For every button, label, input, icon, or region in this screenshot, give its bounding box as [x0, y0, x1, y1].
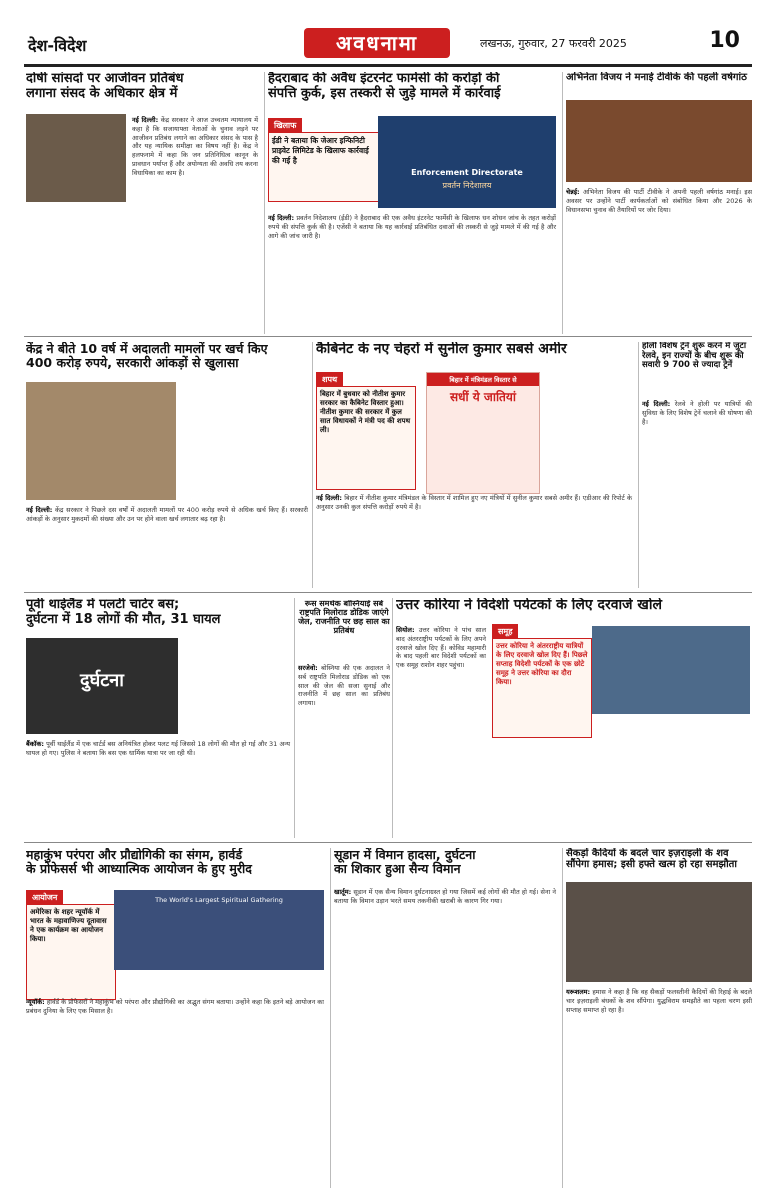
accident-photo: [26, 638, 178, 734]
story-dateline: सरजेवो:: [298, 664, 318, 672]
event-photo: [114, 890, 324, 970]
story-body: हार्वर्ड के प्रोफेसरों ने महाकुंभ को परंपरा और प्रौद्योगिकी का अद्भुत संगम बताया। उन्होंने कहा कि इतने बड़े आयोजन का प्रबंधन दुनिया के लिए एक मिसाल है।: [26, 998, 324, 1015]
headline: कैबिनेट के नए चेहरों में सुनील कुमार सबसे अमीर: [316, 342, 567, 357]
section-rule: [24, 592, 752, 593]
page-number: 10: [709, 28, 740, 53]
story-callout: ईडी ने बताया कि जेआर इन्फिनिटी प्राइवेट लिमिटेड के खिलाफ कार्रवाई की गई है: [268, 132, 380, 202]
column-divider: [562, 848, 563, 1188]
story-body: सूडान में एक सैन्य विमान दुर्घटनाग्रस्त हो गया जिसमें कई लोगों की मौत हो गई। सेना ने बताया कि विमान उड़ान भरते समय तकनीकी खराबी के कारण गिर गया।: [334, 888, 556, 905]
story-tag: शपथ: [316, 372, 343, 387]
table-subtitle: सधीं ये जातियां: [450, 390, 516, 404]
story-court-expenses: [26, 342, 310, 588]
story-dateline: न्यूयॉर्क:: [26, 998, 45, 1006]
headline: अभिनेता विजय ने मनाई टीवीके की पहली वर्षगांठ: [566, 72, 747, 83]
photo-label-hindi: प्रवर्तन निदेशालय: [442, 181, 492, 190]
headline-line-2: संपत्ति कुर्क, इस तस्करी से जुड़े मामले में कार्रवाई: [268, 85, 501, 101]
headline-line-1: सूडान में विमान हादसा, दुर्घटना: [334, 848, 476, 862]
story-body: हमास ने कहा है कि वह सैकड़ों फलस्तीनी कैदियों की रिहाई के बदले चार इज़राइली बंधकों के शव सौंपेगा। युद्धविराम समझौते का पहला चरण इसी सप्ताह समाप्त हो रहा है।: [566, 988, 752, 1014]
ed-office-photo: [378, 116, 556, 208]
story-dateline: नई दिल्ली:: [132, 116, 159, 124]
story-tag: खिलाफ: [268, 118, 302, 133]
story-body: बिहार में नीतीश कुमार मंत्रिमंडल के विस्तार में शामिल हुए नए मंत्रियों में सुनील कुमार सबसे अमीर हैं। एडीआर की रिपोर्ट के अनुसार उनकी कुल संपत्ति करोड़ों रुपये में है।: [316, 494, 633, 511]
story-callout: बिहार में बुधवार को नीतीश कुमार सरकार का कैबिनेट विस्तार हुआ। नीतीश कुमार की सरकार में कुल सात विधायकों ने मंत्री पद की शपथ ली।: [316, 386, 416, 490]
story-tag: आयोजन: [26, 890, 63, 905]
column-divider: [312, 342, 313, 588]
story-body: रेलवे ने होली पर यात्रियों की सुविधा के लिए विशेष ट्रेनें चलाने की घोषणा की है।: [642, 400, 752, 426]
story-convicted-mps: [26, 72, 260, 332]
headline-line-2: 400 करोड़ रुपये, सरकारी आंकड़ों से खुलासा: [26, 355, 239, 370]
story-dateline: खार्तूम:: [334, 888, 352, 896]
story-dateline: सियोल:: [396, 626, 415, 634]
story-holi-trains: [642, 342, 752, 588]
story-body: केंद्र सरकार ने आज उच्चतम न्यायालय में कहा है कि सजायाफ्ता नेताओं के चुनाव लड़ने पर आजीवन प्रतिबंध लगाने का अधिकार संसद के पास है और यह न्यायिक समीक्षा का विषय नहीं है। केंद्र ने हलफनामे में कहा कि जन प्रतिनिधित्व कानून के प्रावधान पर्याप्त हैं और अयोग्यता की अवधि तय करना विधायिका का काम है।: [132, 116, 258, 177]
headline: होली विशेष ट्रेनें शुरू करने में जुटा रेलवे, इन राज्यों के बीच शुरू की सवारी 9 700 से ज्यादा ट्रेनें: [642, 342, 747, 371]
story-mahakumbh-harvard: [26, 848, 326, 1188]
story-dateline: नई दिल्ली:: [642, 400, 671, 408]
headline-line-1: दोषी सांसदों पर आजीवन प्रतिबंध: [26, 72, 184, 86]
photo-label: Enforcement Directorate: [411, 168, 523, 177]
headline-line-1: सैकड़ों कैदियों के बदले चार इज़राइली के शव: [566, 848, 729, 859]
story-callout: अमेरिका के शहर न्यूयॉर्क में भारत के महावाणिज्य दूतावास ने एक कार्यक्रम का आयोजन किया।: [26, 904, 116, 1000]
story-hyderabad-pharmacy: [268, 72, 558, 334]
column-divider: [392, 598, 393, 838]
story-body: केंद्र सरकार ने पिछले दस वर्षों में अदालती मामलों पर 400 करोड़ रुपये से अधिक खर्च किए हैं। सरकारी आंकड़ों के अनुसार मुकदमों की संख्या और उन पर होने वाला खर्च लगातार बढ़ रहा है।: [26, 506, 308, 523]
story-north-korea: [396, 598, 752, 838]
headline: उत्तर कोरिया ने विदेशी पर्यटकों के लिए दरवाजे खोले: [396, 598, 662, 613]
dateline: लखनऊ, गुरुवार, 27 फरवरी 2025: [480, 37, 627, 50]
story-vijay-tvk: [566, 72, 752, 334]
story-hamas-hostages: [566, 848, 752, 1188]
story-tag: समूह: [492, 624, 518, 639]
story-body: अभिनेता विजय की पार्टी टीवीके ने अपनी पहली वर्षगांठ मनाई। इस अवसर पर उन्होंने पार्टी कार्यकर्ताओं को संबोधित किया और 2026 के विधानसभा चुनाव की तैयारियों पर जोर दिया।: [566, 188, 752, 214]
photo-label: दुर्घटना: [80, 670, 124, 691]
story-body: पूर्वी थाईलैंड में एक चार्टर्ड बस अनियंत्रित होकर पलट गई जिससे 18 लोगों की मौत हो गई और 31 अन्य घायल हो गए। पुलिस ने बताया कि बस एक धार्मिक यात्रा पर जा रही थी।: [26, 740, 290, 757]
caste-table: [426, 372, 540, 494]
headline: रूस समर्थक बोस्नियाई सर्ब राष्ट्रपति मिलोराड डोडिक जाएंगे जेल, राजनीति पर छह साल का प्रतिबंध: [298, 600, 390, 635]
headline-line-2: लगाना संसद के अधिकार क्षेत्र में: [26, 85, 178, 101]
supreme-court-photo: [26, 114, 126, 202]
headline-line-2: दुर्घटना में 18 लोगों की मौत, 31 घायल: [26, 611, 221, 627]
vijay-event-photo: [566, 100, 752, 182]
currency-notes-photo: [26, 382, 176, 500]
story-dateline: नई दिल्ली:: [316, 494, 342, 502]
table-title: बिहार में मंत्रिमंडल विस्तार से: [427, 373, 539, 386]
story-body: प्रवर्तन निदेशालय (ईडी) ने हैदराबाद की एक अवैध इंटरनेट फार्मेसी के खिलाफ धन शोधन जांच के तहत करोड़ों रुपये की संपत्ति कुर्क की है। एजेंसी ने बताया कि यह कार्रवाई प्रतिबंधित दवाओं की तस्करी से जुड़े मामले में की गई है और आगे की जांच जारी है।: [268, 214, 556, 240]
column-divider: [294, 598, 295, 838]
story-dateline: नई दिल्ली:: [26, 506, 53, 514]
story-dodik: [298, 600, 390, 838]
story-dateline: यरूशलम:: [566, 988, 591, 996]
story-sudan-crash: [334, 848, 558, 1048]
tourists-photo: [592, 626, 750, 714]
headline-line-2: के प्रोफेसर्स भी आध्यात्मिक आयोजन के हुए मुरीद: [26, 861, 252, 876]
column-divider: [638, 342, 639, 588]
headline-line-2: का शिकार हुआ सैन्य विमान: [334, 861, 461, 876]
column-divider: [264, 72, 265, 334]
headline-line-2: सौंपेगा हमास; इसी हफ्ते खत्म हो रहा समझौता: [566, 859, 737, 871]
story-dateline: नई दिल्ली:: [268, 214, 295, 222]
section-rule: [24, 842, 752, 843]
story-bihar-cabinet: [316, 342, 634, 588]
story-dateline: बैंकॉक:: [26, 740, 44, 748]
headline-line-1: पूर्वी थाईलैंड में पलटी चार्टर बस;: [26, 598, 180, 612]
headline-line-1: केंद्र ने बीते 10 वर्ष में अदालती मामलों पर खर्च किए: [26, 342, 268, 356]
newspaper-logo[interactable]: अवधनामा: [304, 28, 450, 58]
story-dateline: चेन्नई:: [566, 188, 580, 196]
photo-label: The World's Largest Spiritual Gathering: [155, 896, 283, 904]
story-thailand-bus: [26, 598, 292, 838]
section-title: देश-विदेश: [28, 36, 87, 55]
hostage-release-photo: [566, 882, 752, 982]
section-rule: [24, 336, 752, 337]
story-body: उत्तर कोरिया ने पांच साल बाद अंतरराष्ट्रीय पर्यटकों के लिए अपने दरवाजे खोल दिए हैं। कोविड महामारी के बाद पहली बार विदेशी पर्यटकों का एक समूह राशोन शहर पहुंचा।: [396, 626, 486, 670]
headline-line-1: हैदराबाद की अवैध इंटरनेट फार्मेसी की करोड़ों की: [268, 72, 500, 86]
masthead-rule: [24, 64, 752, 67]
story-callout: उत्तर कोरिया ने अंतरराष्ट्रीय यात्रियों के लिए दरवाजे खोल दिए हैं। पिछले सप्ताह विदेशी पर्यटकों के एक छोटे समूह ने उत्तर कोरिया का दौरा किया।: [492, 638, 592, 738]
column-divider: [330, 848, 331, 1188]
story-body: बोस्निया की एक अदालत ने सर्ब राष्ट्रपति मिलोराड डोडिक को एक साल की जेल की सजा सुनाई और राजनीति में छह साल का प्रतिबंध लगाया।: [298, 664, 390, 708]
headline-line-1: महाकुंभ परंपरा और प्रौद्योगिकी का संगम, हार्वर्ड: [26, 848, 243, 862]
column-divider: [562, 72, 563, 334]
masthead: [0, 0, 770, 78]
